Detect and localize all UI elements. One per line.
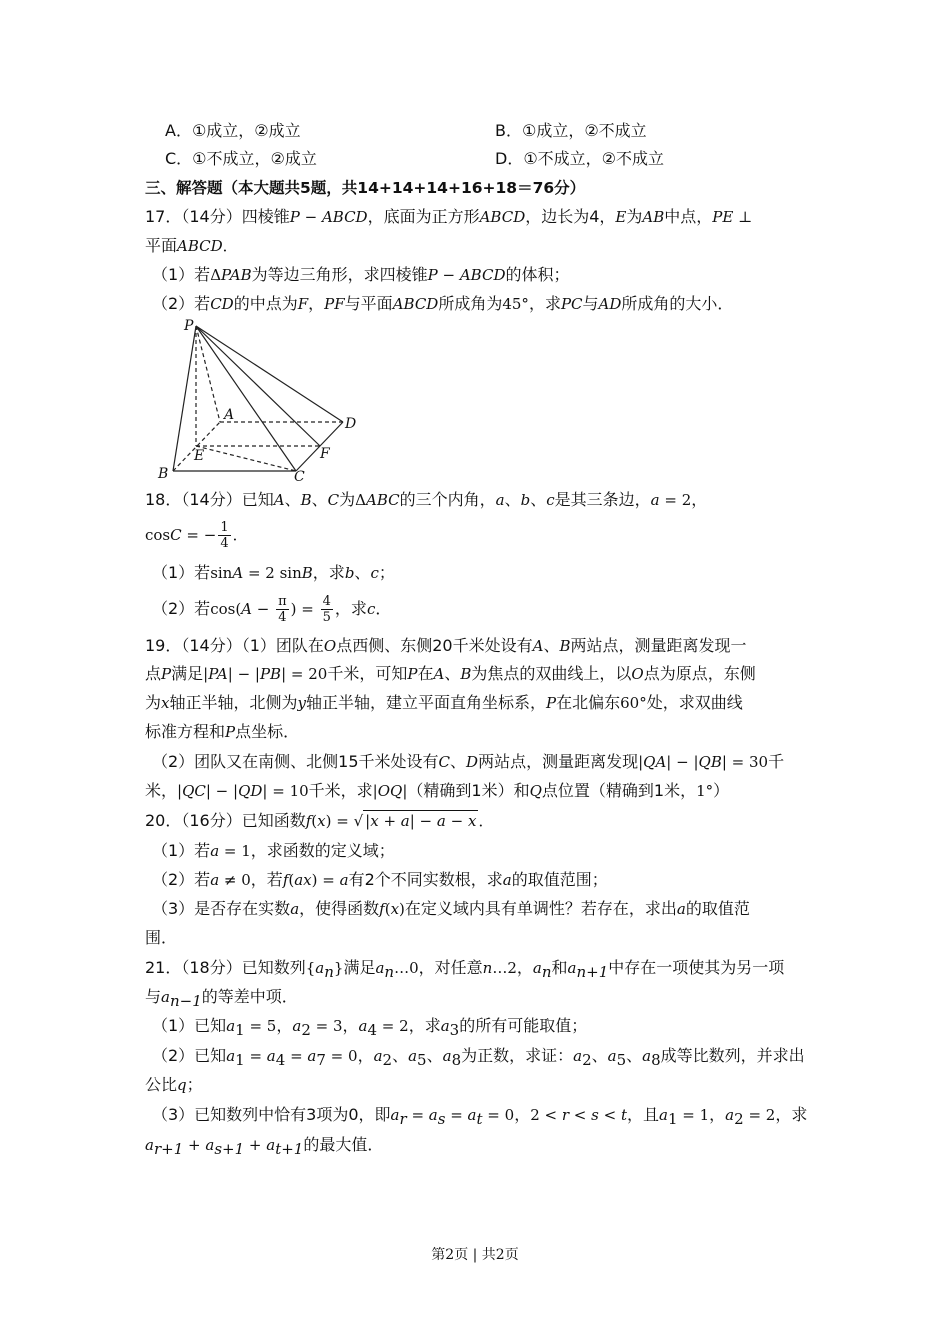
q18-line1: 18．（14分）已知A、B、C为ΔABC的三个内角，a、b、c是其三条边，a = 2， xyxy=(145,490,708,509)
q17-part1: （1）若ΔPAB为等边三角形，求四棱锥P − ABCD的体积； xyxy=(152,265,570,284)
q19-line6: 米，|QC| − |QD| = 10千米，求|OQ|（精确到1米）和Q点位置（精确到1米，1°） xyxy=(145,781,730,800)
q18-part1: （1）若sinA = 2 sinB，求b、c； xyxy=(152,563,395,582)
page-footer: 第2页 | 共2页 xyxy=(431,1247,519,1263)
q21-line1: 21．（18分）已知数列$\{a_n\}$满足$a_n\dots 0$，对任意n…2，$a_n$和$a_{n+1}$中存在一项使其为另一项 xyxy=(145,958,785,982)
q19-line3: 为x轴正半轴，北侧为y轴正半轴，建立平面直角坐标系，P在北偏东60°处，求双曲线 xyxy=(145,693,743,712)
q21-line2: 与$a_{n-1}$的等差中项． xyxy=(145,987,298,1011)
label-p: P xyxy=(184,318,194,334)
q17-line2: 平面ABCD． xyxy=(145,236,238,255)
label-a: A xyxy=(224,407,235,423)
q19-line4: 标准方程和P点坐标． xyxy=(145,722,300,741)
q21-part2: （2）已知$a_1 = a_4 = a_7 = 0$，$a_2$、$a_5$、$a_8$为正数，求证：$a_2$、$a_5$、$a_8$成等比数列，并求出 xyxy=(152,1046,805,1070)
q19-line1: 19．（14分）（1）团队在O点西侧、东侧20千米处设有A、B两站点，测量距离发现一 xyxy=(145,636,747,655)
label-c: C xyxy=(294,469,305,483)
label-e: E xyxy=(194,448,205,464)
q20-part3-cont: 围． xyxy=(145,928,178,947)
option-a: A．①成立，②成立 xyxy=(165,121,301,140)
q18-part2: （2）若cos(A − $\frac{\pi}{4}$ ) = $\frac{4}{5}$ ，求c． xyxy=(152,594,392,625)
pyramid-figure xyxy=(148,318,368,483)
q19-line2: 点P满足|PA| − |PB| = 20千米，可知P在A、B为焦点的双曲线上，以O点为原点，东侧 xyxy=(145,664,756,683)
option-b: B．①成立，②不成立 xyxy=(495,121,647,140)
q21-part3-cont: $a_{r+1} + a_{s+1} + a_{t+1}$的最大值． xyxy=(145,1135,384,1159)
q21-part2-cont: 公比q； xyxy=(145,1075,203,1094)
label-f: F xyxy=(320,446,330,462)
label-d: D xyxy=(345,416,357,432)
q21-part1: （1）已知$a_1 = 5$，$a_2 = 3$，$a_4 = 2$，求$a_3$的所有可能取值； xyxy=(152,1016,588,1040)
q17-line1: 17．（14分）四棱锥P − ABCD，底面为正方形ABCD，边长为4，E为AB中点，PE ⊥ xyxy=(145,207,753,226)
q21-part3: （3）已知数列中恰有3项为0，即$a_r = a_s = a_t = 0$，2 < r < s < t，且$a_1 = 1$，$a_2 = 2$，求 xyxy=(152,1105,808,1129)
q20-part2: （2）若a ≠ 0，若f(ax) = a有2个不同实数根，求a的取值范围； xyxy=(152,870,608,889)
q20-part3: （3）是否存在实数a，使得函数f(x)在定义域内具有单调性？若存在，求出a的取值范 xyxy=(152,899,750,918)
option-d: D．①不成立，②不成立 xyxy=(495,149,665,168)
q19-line5: （2）团队又在南侧、北侧15千米处设有C、D两站点，测量距离发现|QA| − |QB| = 30千 xyxy=(152,752,785,771)
section-title: 三、解答题（本大题共5题，共14+14+14+16+18＝76分） xyxy=(145,179,586,197)
q18-line2: cosC = − $\frac{1}{4}$ ． xyxy=(145,520,248,551)
q17-part2: （2）若CD的中点为F，PF与平面ABCD所成角为45°，求PC与AD所成角的大小． xyxy=(152,294,734,313)
option-c: C．①不成立，②成立 xyxy=(165,149,317,168)
q20-line1: 20．（16分）已知函数f(x) = √ |x + a| − a − x ． xyxy=(145,811,494,830)
label-b: B xyxy=(158,466,169,482)
q20-part1: （1）若a = 1，求函数的定义域； xyxy=(152,841,395,860)
